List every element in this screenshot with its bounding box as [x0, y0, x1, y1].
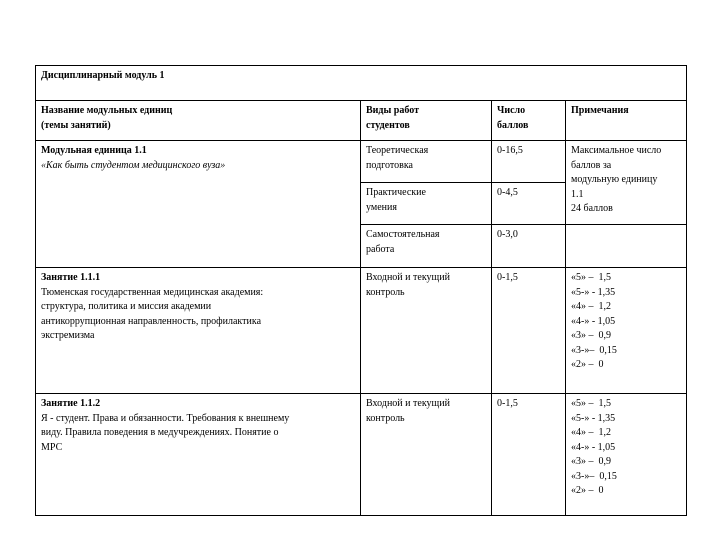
unit-note-cell: Максимальное число баллов за модульную единицу 1.1 24 баллов	[566, 141, 687, 225]
points-cell: 0-3,0	[492, 225, 566, 268]
header-points: Число баллов	[492, 101, 566, 141]
points-cell: 0-16,5	[492, 141, 566, 183]
work-type-cell: Практические умения	[361, 183, 492, 225]
lesson-cell: Занятие 1.1.1 Тюменская государственная медицинская академия: структура, политика и миссия академии антикоррупционная направленность, профилактика экстремизма	[36, 268, 361, 394]
grade-scale-cell: «5» – 1,5 «5-» - 1,35 «4» – 1,2 «4-» - 1,05 «3» – 0,9 «3-»– 0,15 «2» – 0	[566, 268, 687, 394]
module-table	[35, 65, 687, 516]
points-cell: 0-4,5	[492, 183, 566, 225]
points-cell: 0-1,5	[492, 394, 566, 516]
header-notes: Примечания	[566, 101, 687, 141]
work-type-cell: Теоретическая подготовка	[361, 141, 492, 183]
points-cell: 0-1,5	[492, 268, 566, 394]
work-type-cell: Входной и текущий контроль	[361, 268, 492, 394]
grade-scale-cell: «5» – 1,5 «5-» - 1,35 «4» – 1,2 «4-» - 1,05 «3» – 0,9 «3-»– 0,15 «2» – 0	[566, 394, 687, 516]
empty-note-cell	[566, 225, 687, 268]
work-type-cell: Входной и текущий контроль	[361, 394, 492, 516]
work-type-cell: Самостоятельная работа	[361, 225, 492, 268]
lesson-cell: Занятие 1.1.2 Я - студент. Права и обязанности. Требования к внешнему виду. Правила поведения в медучреждениях. Понятие о МРС	[36, 394, 361, 516]
header-topics: Название модульных единиц (темы занятий)	[36, 101, 361, 141]
module-title: Дисциплинарный модуль 1	[36, 66, 687, 101]
header-work-types: Виды работ студентов	[361, 101, 492, 141]
unit-title-cell: Модульная единица 1.1 «Как быть студентом медицинского вуза»	[36, 141, 361, 268]
